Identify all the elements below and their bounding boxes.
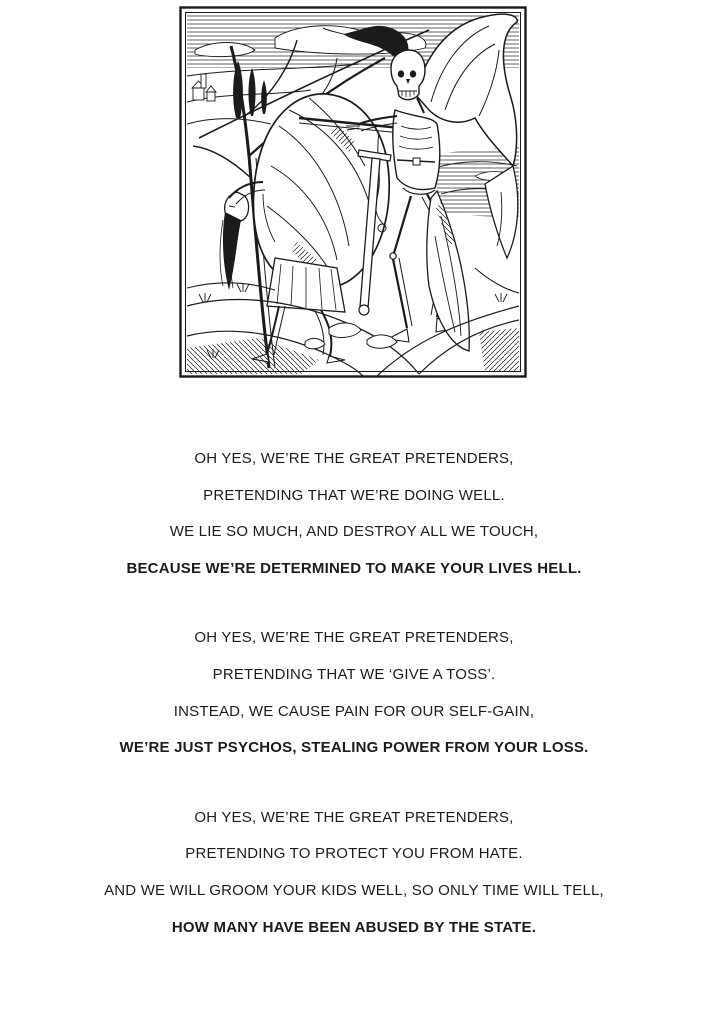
poem-stanza-2 — [0, 620, 708, 766]
poem-line: PRETENDING THAT WE ‘GIVE A TOSS’. — [212, 665, 496, 683]
poem-line: AND WE WILL GROOM YOUR KIDS WELL, SO ONLY TIME WILL TELL, — [104, 881, 604, 899]
poem-line: OH YES, WE’RE THE GREAT PRETENDERS, — [194, 629, 514, 647]
poem-stanza-3 — [0, 800, 708, 946]
poem-line: PRETENDING TO PROTECT YOU FROM HATE. — [185, 845, 523, 863]
poem-line: OH YES, WE’RE THE GREAT PRETENDERS, — [194, 808, 514, 826]
poem-line-bold: BECAUSE WE’RE DETERMINED TO MAKE YOUR LIVES HELL. — [126, 559, 582, 577]
poem — [0, 441, 708, 979]
poem-line: WE LIE SO MUCH, AND DESTROY ALL WE TOUCH, — [169, 523, 539, 541]
poem-line: INSTEAD, WE CAUSE PAIN FOR OUR SELF-GAIN, — [173, 702, 535, 720]
poem-stanza-1 — [0, 441, 708, 587]
woodcut-svg — [179, 6, 527, 378]
woodcut-illustration — [179, 6, 527, 378]
death-torso — [393, 110, 440, 190]
poem-line-bold: HOW MANY HAVE BEEN ABUSED BY THE STATE. — [171, 918, 537, 936]
poem-line: PRETENDING THAT WE’RE DOING WELL. — [203, 486, 505, 504]
poem-line-bold: WE’RE JUST PSYCHOS, STEALING POWER FROM YOUR LOSS. — [119, 739, 589, 757]
poem-line: OH YES, WE’RE THE GREAT PRETENDERS, — [194, 450, 514, 467]
